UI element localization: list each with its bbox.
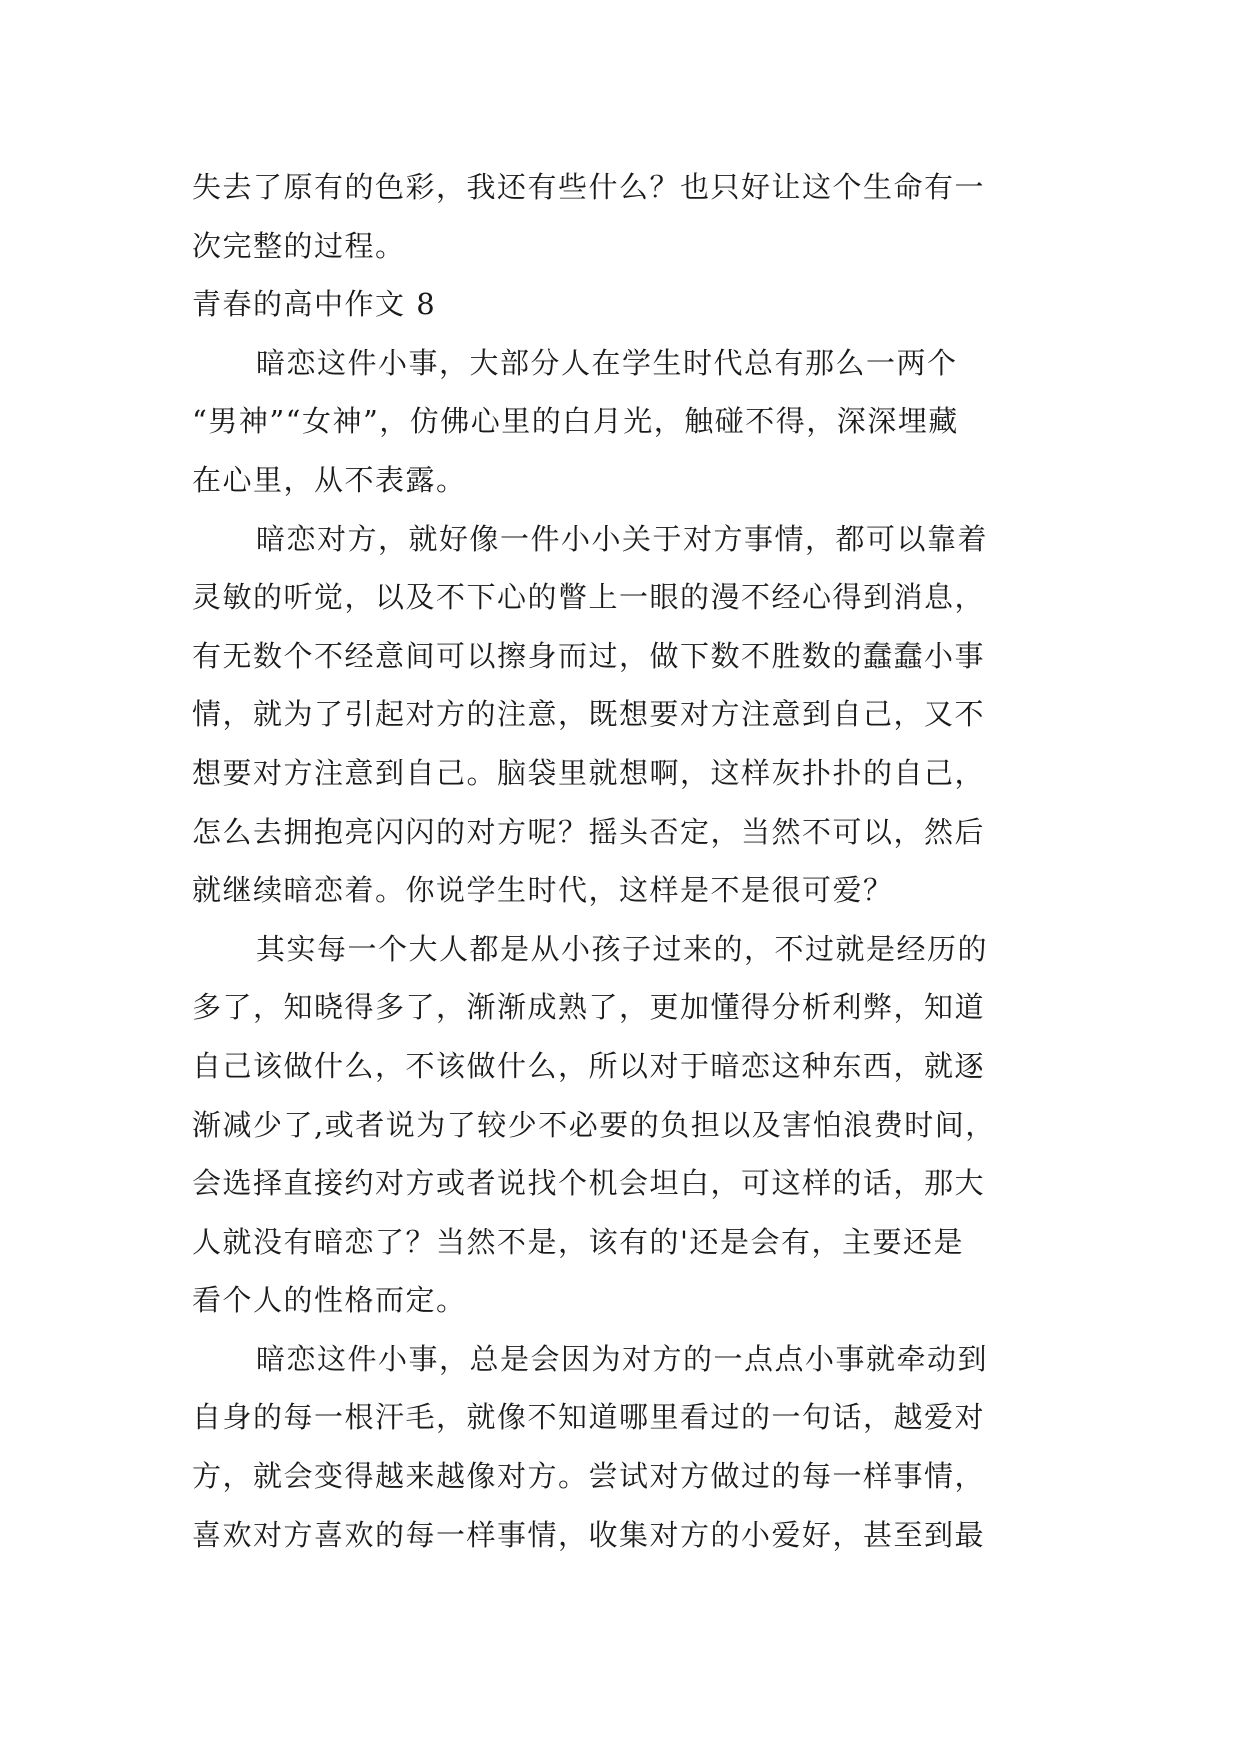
paragraph-first-line: 暗恋这件小事，总是会因为对方的一点点小事就牵动到 — [256, 1341, 989, 1376]
text-line: 次完整的过程。 — [192, 228, 406, 263]
text-line: 渐减少了,或者说为了较少不必要的负担以及害怕浪费时间， — [192, 1107, 996, 1142]
text-line: 就继续暗恋着。你说学生时代，这样是不是很可爱？ — [192, 873, 894, 908]
text-line: 会选择直接约对方或者说找个机会坦白，可这样的话，那大 — [192, 1166, 986, 1201]
text-line: 看个人的性格而定。 — [192, 1283, 467, 1318]
text-line: 方，就会变得越来越像对方。尝试对方做过的每一样事情， — [192, 1459, 986, 1494]
text-line: 多了，知晓得多了，渐渐成熟了，更加懂得分析利弊，知道 — [192, 990, 986, 1025]
section-heading: 青春的高中作文 8 — [192, 287, 437, 322]
text-line: 想要对方注意到自己。脑袋里就想啊，这样灰扑扑的自己， — [192, 755, 986, 790]
text-line: 在心里，从不表露。 — [192, 462, 467, 497]
paragraph-first-line: 暗恋对方，就好像一件小小关于对方事情，都可以靠着 — [256, 521, 989, 556]
text-line: “男神”“女神”，仿佛心里的白月光，触碰不得，深深埋藏 — [192, 404, 959, 439]
text-line: 怎么去拥抱亮闪闪的对方呢？摇头否定，当然不可以，然后 — [192, 814, 986, 849]
text-line: 有无数个不经意间可以擦身而过，做下数不胜数的蠢蠢小事 — [192, 638, 986, 673]
text-line: 自己该做什么，不该做什么，所以对于暗恋这种东西，就逐 — [192, 1048, 986, 1083]
document-body — [192, 158, 1052, 1564]
text-line: 自身的每一根汗毛，就像不知道哪里看过的一句话，越爱对 — [192, 1400, 986, 1435]
paragraph-first-line: 其实每一个大人都是从小孩子过来的，不过就是经历的 — [256, 931, 989, 966]
text-line: 人就没有暗恋了？当然不是，该有的'还是会有，主要还是 — [192, 1224, 964, 1259]
text-line: 喜欢对方喜欢的每一样事情，收集对方的小爱好，甚至到最 — [192, 1517, 986, 1552]
text-line: 灵敏的听觉，以及不下心的瞥上一眼的漫不经心得到消息， — [192, 580, 986, 615]
paragraph-first-line: 暗恋这件小事，大部分人在学生时代总有那么一两个 — [256, 345, 958, 380]
text-line: 失去了原有的色彩，我还有些什么？也只好让这个生命有一 — [192, 170, 986, 204]
text-line: 情，就为了引起对方的注意，既想要对方注意到自己，又不 — [192, 697, 986, 732]
